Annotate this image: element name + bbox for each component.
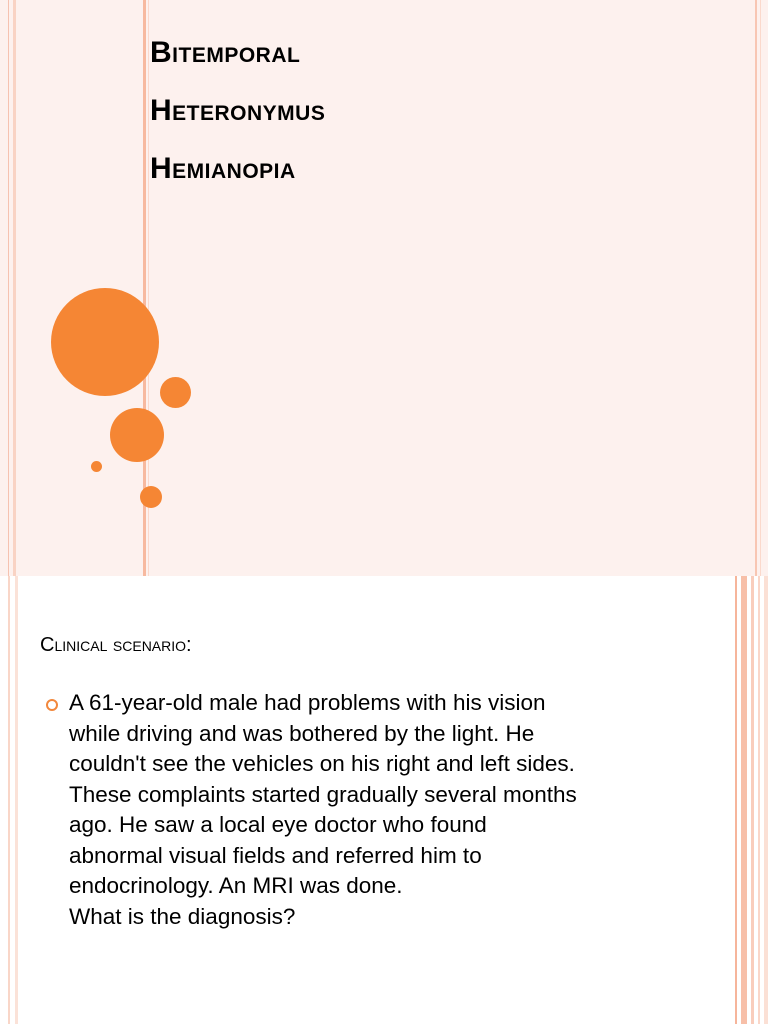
decor-stripe [741,576,747,1024]
section-heading: Clinical scenario: [40,634,192,656]
circle-bullet-icon [46,699,58,711]
decor-stripe [764,576,768,1024]
decor-circle-tiny [91,461,102,472]
text-line: These complaints started gradually several months [69,781,577,807]
text-line: abnormal visual fields and referred him to [69,842,482,868]
decor-circle-large [51,288,159,396]
decor-stripe [8,0,9,576]
content-slide [0,576,768,1024]
text-line: while driving and was bothered by the light. He [69,720,535,746]
decor-stripe [760,0,761,576]
decor-stripe [751,576,754,1024]
decor-stripe [8,576,10,1024]
decor-stripe [758,576,760,1024]
text-line: A 61-year-old male had problems with his vision [69,690,546,715]
text-line: What is the diagnosis? [69,903,296,929]
decor-stripe [15,576,18,1024]
bullet-text [69,688,659,932]
decor-circle-small [160,377,191,408]
text-line: ago. He saw a local eye doctor who found [69,812,487,837]
decor-circle-small [140,486,162,508]
title-line: Hemianopia [150,152,296,185]
decor-stripe [735,576,737,1024]
text-line: couldn't see the vehicles on his right and left sides. [69,751,575,776]
decor-stripe [13,0,16,576]
slide-title [150,24,325,198]
decor-circle-medium [110,408,164,462]
title-line: Bitemporal [150,36,301,69]
title-line: Heteronymus [150,94,326,127]
text-line: endocrinology. An MRI was done. [69,873,403,898]
decor-stripe [755,0,757,576]
